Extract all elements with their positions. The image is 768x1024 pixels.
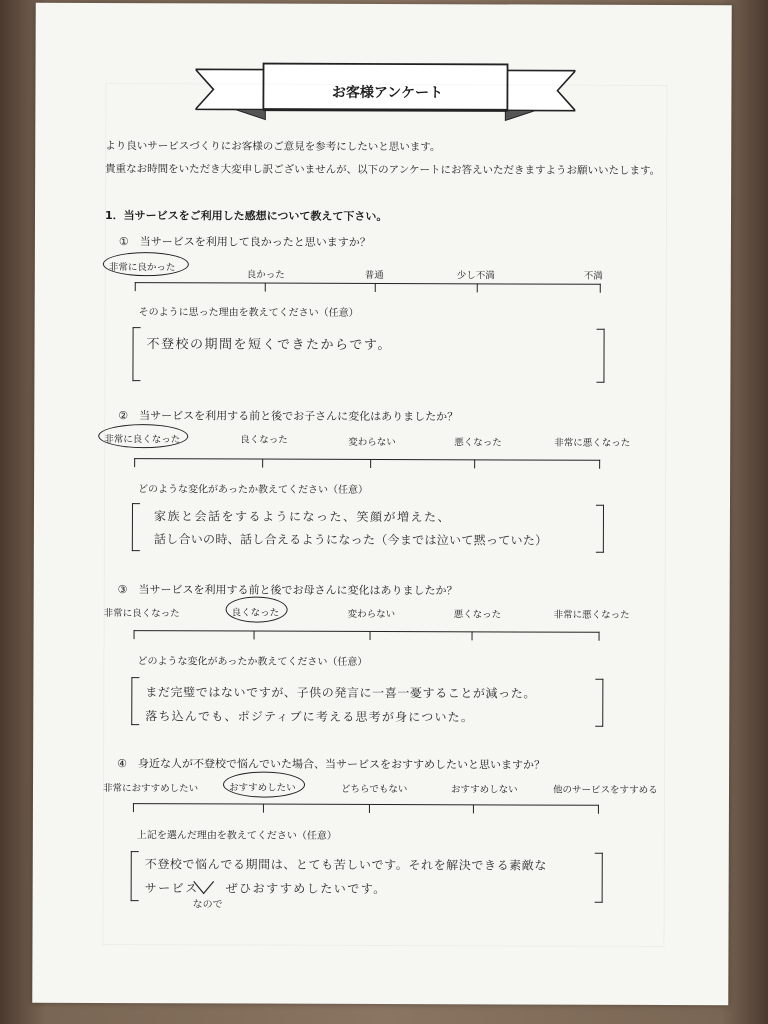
intro-line-1: より良いサービスづくりにお客様のご意見を参考にしたいと思います。	[105, 140, 441, 154]
intro-line-2: 貴重なお時間をいただき大変申し訳ございませんが、以下のアンケートにお答えいただきますようお願いいたします。	[105, 163, 661, 177]
q3-option-3: 変わらない	[347, 608, 396, 621]
page-title: お客様アンケート	[331, 84, 444, 102]
q3-question: ③ 当サービスを利用する前と後でお母さんに変化はありましたか？	[117, 583, 458, 598]
q2-reason-label: どのような変化があったか教えてください（任意）	[138, 484, 368, 496]
q4-option-5: 他のサービスをすすめる	[552, 784, 658, 796]
q4-option-3: どちらでもない	[340, 783, 408, 796]
survey-sheet	[32, 3, 731, 1005]
q1-option-3: 普通	[364, 269, 384, 282]
q3-selected-circle	[226, 596, 288, 622]
q4-option-4: おすすめしない	[450, 784, 518, 796]
q3-reason-label: どのような変化があったか教えてください（任意）	[137, 656, 368, 668]
q3-answer-bracket-left	[131, 677, 139, 725]
q2-question: ② 当サービスを利用する前と後でお子さんに変化はありましたか？	[118, 409, 459, 424]
q4-answer-bracket-left	[131, 851, 139, 901]
q4-scale	[133, 803, 599, 815]
q1-option-2: 良かった	[246, 269, 285, 281]
q3-scale	[134, 630, 600, 642]
q1-scale	[135, 282, 601, 294]
section-heading: 1．当サービスをご利用した感想について教えて下さい。	[104, 209, 388, 224]
q2-selected-circle	[98, 424, 188, 448]
q4-answer-line-2: サービス ぜひおすすめしたいです。	[144, 881, 387, 897]
q2-option-5: 非常に悪くなった	[554, 437, 631, 449]
q2-option-4: 悪くなった	[454, 437, 502, 449]
q1-answer-bracket-right	[596, 329, 604, 383]
q4-selected-circle	[223, 771, 305, 797]
q2-option-3: 変わらない	[348, 436, 396, 449]
q1-answer-bracket-left	[132, 327, 140, 381]
q3-answer-bracket-right	[595, 679, 603, 727]
q4-answer-line-1: 不登校で悩んでる期間は、とても苦しいです。それを解決できる素敵な	[144, 857, 548, 873]
q3-option-1: 非常に良くなった	[103, 608, 180, 620]
q1-answer-line-1: 不登校の期間を短くできたからです。	[146, 337, 392, 354]
q2-scale	[134, 458, 600, 470]
ribbon-banner-icon	[195, 61, 575, 122]
q1-option-4: 少し不満	[456, 270, 495, 282]
q1-question: ① 当サービスを利用して良かったと思いますか？	[118, 235, 371, 249]
q2-answer-bracket-right	[596, 505, 604, 553]
q4-question: ④ 身近な人が不登校で悩んでいた場合、当サービスをおすすめしたいと思いますか？	[117, 757, 546, 772]
q2-option-1: 非常に良くなった	[104, 434, 181, 446]
q3-option-2: 良くなった	[231, 607, 280, 619]
q2-option-2: 良くなった	[240, 434, 288, 446]
q4-option-1: 非常におすすめしたい	[102, 783, 199, 795]
q3-option-5: 非常に悪くなった	[553, 609, 630, 621]
q1-option-5: 不満	[583, 270, 603, 282]
q1-option-1: 非常に良かった	[108, 262, 176, 274]
q2-answer-line-1: 家族と会話をするようになった、笑顔が増えた、	[153, 509, 451, 525]
q4-option-2: おすすめしたい	[228, 782, 296, 794]
q1-reason-label: そのように思った理由を教えてください（任意）	[138, 307, 359, 319]
q2-answer-line-2: 話し合いの時、話し合えるようになった（今までは泣いて黙っていた）	[153, 532, 548, 548]
q4-insert-note: なので	[192, 899, 223, 911]
q4-reason-label: 上記を選んだ理由を教えてください（任意）	[136, 830, 337, 842]
q3-answer-line-2: 落ち込んでも、ポジティブに考える思考が身についた。	[145, 709, 475, 725]
q1-selected-circle	[103, 252, 189, 276]
q3-option-4: 悪くなった	[453, 609, 502, 621]
q3-answer-line-1: まだ完璧ではないですが、子供の発言に一喜一憂することが減った。	[145, 685, 536, 701]
q2-answer-bracket-left	[132, 503, 140, 551]
q4-answer-bracket-right	[595, 853, 603, 903]
insertion-caret-icon	[193, 879, 215, 895]
